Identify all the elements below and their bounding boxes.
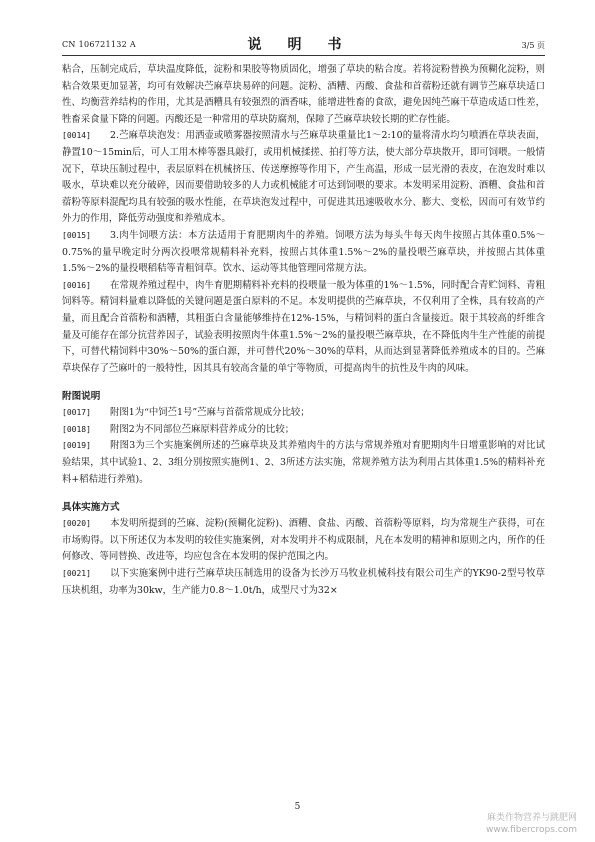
paragraph-text: 附图1为“中饲苎1号”苎麻与首蓿常规成分比较； xyxy=(110,407,310,419)
paragraph-number: [0015] xyxy=(62,230,91,240)
paragraph xyxy=(62,62,545,128)
paragraph-text: 附图3为三个实施案例所述的苎麻草块及其养殖肉牛的方法与常规养殖对育肥期肉牛日增重影响的对比试验结果，其中试验1、2、3组分别按照实施例1、2、3所述方法实施，常规养殖方法为利用占其体重1.5%的精料补充料+稻秸进行养殖)。 xyxy=(62,440,545,485)
paragraph-number: [0014] xyxy=(62,131,91,141)
paragraph-number: [0019] xyxy=(62,441,91,451)
section-heading: 具体实施方式 xyxy=(62,502,120,514)
paragraph-text: 2.苎麻草块泡发：用洒壶或喷雾器按照清水与苎麻草块重量比1～2:10的量将清水均匀喷洒在草块表面，静置10～15min后，可人工用木棒等器具敲打，或用机械揉搓、拍打等方法，使大部分草块散开，即可饲喂。一般情况下，草块压制过程中，表层原料在机械挤压、传送摩擦等作用下，产生高温，形成一层光滑的表皮，在泡发时难以吸水，草块难以充分破碎，因而要借助较多的人力或机械能才可达到饲喂的要求。本发明采用淀粉、酒糟、食盐和首蓿粉等原料混配均具有较强的吸水性能，在草块泡发过程中，可促进其迅速吸收水分、膨大、变松，因而可有效节约外力的作用，降低劳动强度和养殖成本。 xyxy=(62,130,545,225)
paragraph-number: [0020] xyxy=(62,519,91,529)
document-body xyxy=(62,62,545,599)
page-number: 5 xyxy=(294,802,301,812)
paragraph xyxy=(62,405,545,422)
paragraph-text: 3.肉牛饲喂方法：本方法适用于育肥期肉牛的养殖。饲喂方法为每头牛每天肉牛按照占其体重0.5%～0.75%的量早晚定时分两次投喂常规精料补充料，按照占其体重1.5%～2%的量投喂苎麻草块，并按照占其体重1.5%～2%的量投喂稻秸等青粗饲草。饮水、运动等其他管理同常规方法。 xyxy=(62,229,545,275)
paragraph xyxy=(62,516,545,566)
paragraph-text: 附图2为不同部位苎麻原料营养成分的比较； xyxy=(110,423,295,435)
paragraph-number: [0016] xyxy=(62,280,91,290)
paragraph-text: 以下实施案例中进行苎麻草块压制选用的设备为长沙万马牧业机械科技有限公司生产的YK90-2型号牧草压块机组，功率为30kw，生产能力0.8～1.0t/h，成型尺寸为32× xyxy=(62,568,545,596)
paragraph xyxy=(62,566,545,599)
section-heading: 附图说明 xyxy=(62,391,101,403)
paragraph xyxy=(62,128,545,228)
paragraph xyxy=(62,422,545,439)
watermark-line-2: www.fibercrops.com xyxy=(486,825,577,835)
watermark xyxy=(486,812,577,836)
header-divider xyxy=(62,55,545,56)
page-indicator: 3/5 页 xyxy=(521,41,545,50)
document-number: CN 106721132 A xyxy=(62,40,136,49)
watermark-line-1: 麻类作物营养与跳肥网 xyxy=(486,813,577,823)
paragraph-number: [0018] xyxy=(62,424,91,434)
paragraph xyxy=(62,438,545,488)
paragraph-number: [0021] xyxy=(62,569,91,579)
paragraph-text: 在常规养殖过程中，肉牛育肥期精料补充料的投喂量一般为体重的1%～1.5%，同时配合青贮饲料、青粗饲料等。精饲料量难以降低的关键问题是蛋白原料的不足。本发明提供的苎麻草块，不仅利用了全株，具有较高的产量，而且配合首蓿粉和酒糟，其粗蛋白含量能够维持在12%-15%，与精饲料的蛋白含量接近。限于其较高的纤维含量及可能存在部分抗营养因子，试验表明按照肉牛体重1.5%～2%的量投喂苎麻草块，在不降低肉牛生产性能的前提下，可替代精饲料中30%～50%的蛋白源，并可替代20%～30%的草料，从而达到显著降低养殖成本的目的。苎麻草块保存了苎麻叶的一般特性，因其具有较高含量的单宁等物质，可提高肉牛的抗性及牛肉的风味。 xyxy=(62,279,545,374)
paragraph xyxy=(62,278,545,378)
paragraph-number: [0017] xyxy=(62,408,91,418)
paragraph xyxy=(62,228,545,278)
paragraph-text: 粘合，压制完成后，草块温度降低，淀粉和果胶等物质固化，增强了草块的粘合度。若将淀粉替换为预糊化淀粉，则粘合效果更加显著，均可有效解决苎麻草块易碎的问题。淀粉、酒糟、丙酸、食盐和首蓿粉还就有调节苎麻草块适口性、均衡营养结构的作用，尤其是酒糟具有较强烈的酒香味，能增进牲畜的食欲，避免因纯苎麻干草造成适口性差，牲畜采食量下降的问题。丙酸还是一种常用的草块防腐剂，保障了苎麻草块较长期的贮存性能。 xyxy=(62,64,545,125)
paragraph-text: 本发明所提到的苎麻、淀粉(预糊化淀粉)、酒糟、食盐、丙酸、首蓿粉等原料，均为常规生产获得，可在市场购得。以下所述仅为本发明的较佳实施案例，对本发明并不构成限制，凡在本发明的精神和原则之内，所作的任何修改、等同替换、改进等，均应包含在本发明的保护范围之内。 xyxy=(62,518,545,563)
page-title: 说 明 书 xyxy=(247,37,348,53)
